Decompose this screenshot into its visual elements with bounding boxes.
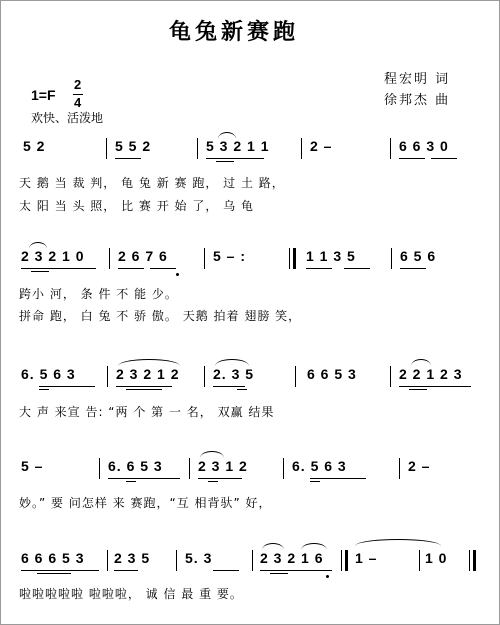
lyric-line: 大 声 来宣 告: “两 个 第 一 名， 双赢 结果 [19, 405, 275, 419]
measure: 1 1 3 5 [306, 248, 356, 264]
repeat-end-thick-barline [293, 248, 296, 269]
sixteenth-underline [126, 481, 136, 482]
barline [419, 550, 420, 571]
eighth-underline [39, 386, 95, 387]
time-signature-top: 2 [74, 77, 82, 92]
tie [355, 539, 441, 546]
time-signature-bottom: 4 [74, 95, 82, 110]
slur [200, 451, 224, 458]
lyricist-credit: 程宏明 词 [384, 72, 451, 87]
measure: 2 – [310, 138, 333, 154]
barline [107, 366, 108, 387]
repeat-end-barline [289, 248, 290, 269]
eighth-underline [310, 478, 366, 479]
measure: 2 3 1 2 [198, 458, 248, 474]
eighth-underline [150, 268, 176, 269]
eighth-underline [399, 158, 425, 159]
barline [204, 366, 205, 387]
measure: 1 – [355, 550, 378, 566]
measure: 6. 6 5 3 [108, 458, 163, 474]
eighth-underline [21, 268, 96, 269]
measure: 6 5 6 [400, 248, 437, 264]
barline [391, 248, 392, 269]
sixteenth-underline [37, 573, 71, 574]
slur [301, 543, 327, 550]
lyric-line: 天 鹅 当 裁 判， 龟 兔 新 赛 跑， 过 土 路， [19, 176, 285, 190]
barline [341, 550, 342, 571]
barline [107, 550, 108, 571]
measure: 6. 5 6 3 [21, 366, 76, 382]
slur [118, 359, 180, 366]
barline [189, 458, 190, 479]
lyric-line: 拼命 跑， 白 兔 不 骄 傲。 天鹅 拍着 翅膀 笑， [19, 309, 302, 323]
measure: 1 0 [425, 550, 448, 566]
slur [215, 359, 249, 366]
measure: 5 3 2 1 1 [206, 138, 270, 154]
key-signature: 1=F [31, 87, 56, 103]
measure: 6 6 6 5 3 [21, 550, 85, 566]
final-barline [469, 550, 470, 571]
barline [176, 550, 177, 571]
tempo-marking: 欢快、活泼地 [31, 111, 104, 125]
sixteenth-underline [208, 481, 218, 482]
lyric-line: 妙。” 要 问怎样 来 赛跑，“互 相背驮” 好， [19, 496, 272, 510]
eighth-underline [21, 570, 99, 571]
slur [29, 242, 47, 249]
low-octave-dot [326, 575, 329, 578]
lyric-line: 啦啦啦啦啦 啦啦啦， 诚 信 最 重 要。 [19, 587, 243, 601]
eighth-underline [431, 158, 457, 159]
measure: 2 – [408, 458, 431, 474]
song-title: 龟兔新赛跑 [169, 19, 300, 45]
sixteenth-underline [310, 481, 320, 482]
barline [283, 458, 284, 479]
eighth-underline [118, 268, 144, 269]
lyric-line: 跨小 河， 条 件 不 能 少。 [19, 287, 178, 301]
eighth-underline [114, 570, 138, 571]
sixteenth-underline [270, 573, 288, 574]
thick-barline [345, 550, 348, 571]
eighth-underline [213, 386, 245, 387]
eighth-underline [400, 268, 426, 269]
sixteenth-underline [237, 389, 247, 390]
measure: 2 6 7 6 [118, 248, 168, 264]
measure: 2 3 2 1 2 [116, 366, 180, 382]
barline [390, 138, 391, 159]
sixteenth-underline [39, 389, 49, 390]
measure: 6 6 3 0 [399, 138, 449, 154]
final-thick-barline [473, 550, 476, 571]
measure: 2 3 2 1 0 [21, 248, 85, 264]
lyric-line: 太 阳 当 头 照， 比 赛 开 始 了， 乌 龟 [19, 199, 254, 213]
measure: 2. 3 5 [213, 366, 255, 382]
eighth-underline [116, 386, 172, 387]
eighth-underline [344, 268, 370, 269]
barline [301, 138, 302, 159]
measure: 2 3 2 1 6 [260, 550, 324, 566]
measure: 6. 5 6 3 [292, 458, 347, 474]
measure: 5. 3 [185, 550, 213, 566]
eighth-underline [206, 158, 264, 159]
barline [204, 248, 205, 269]
slur [262, 543, 284, 550]
sixteenth-underline [216, 161, 234, 162]
eighth-underline [198, 478, 242, 479]
eighth-underline [115, 158, 141, 159]
barline [106, 138, 107, 159]
barline [109, 248, 110, 269]
composer-credit: 徐邦杰 曲 [384, 93, 451, 108]
measure: 5 – : [213, 248, 247, 264]
eighth-underline [306, 268, 332, 269]
barline [197, 138, 198, 159]
barline [295, 366, 296, 387]
measure: 2 2 1 2 3 [399, 366, 463, 382]
sixteenth-underline [126, 389, 162, 390]
eighth-underline [108, 478, 180, 479]
barline [399, 458, 400, 479]
sixteenth-underline [409, 389, 427, 390]
low-octave-dot [176, 273, 179, 276]
sixteenth-underline [31, 271, 49, 272]
measure: 2 3 5 [114, 550, 151, 566]
slur [218, 132, 236, 139]
barline [390, 366, 391, 387]
measure: 5 5 2 [115, 138, 152, 154]
barline [252, 550, 253, 571]
slur [411, 359, 431, 366]
measure: 5 2 [23, 138, 46, 154]
eighth-underline [213, 570, 239, 571]
eighth-underline [399, 386, 471, 387]
measure: 5 – [21, 458, 44, 474]
eighth-underline [260, 570, 332, 571]
barline [99, 458, 100, 479]
measure: 6 6 5 3 [307, 366, 357, 382]
